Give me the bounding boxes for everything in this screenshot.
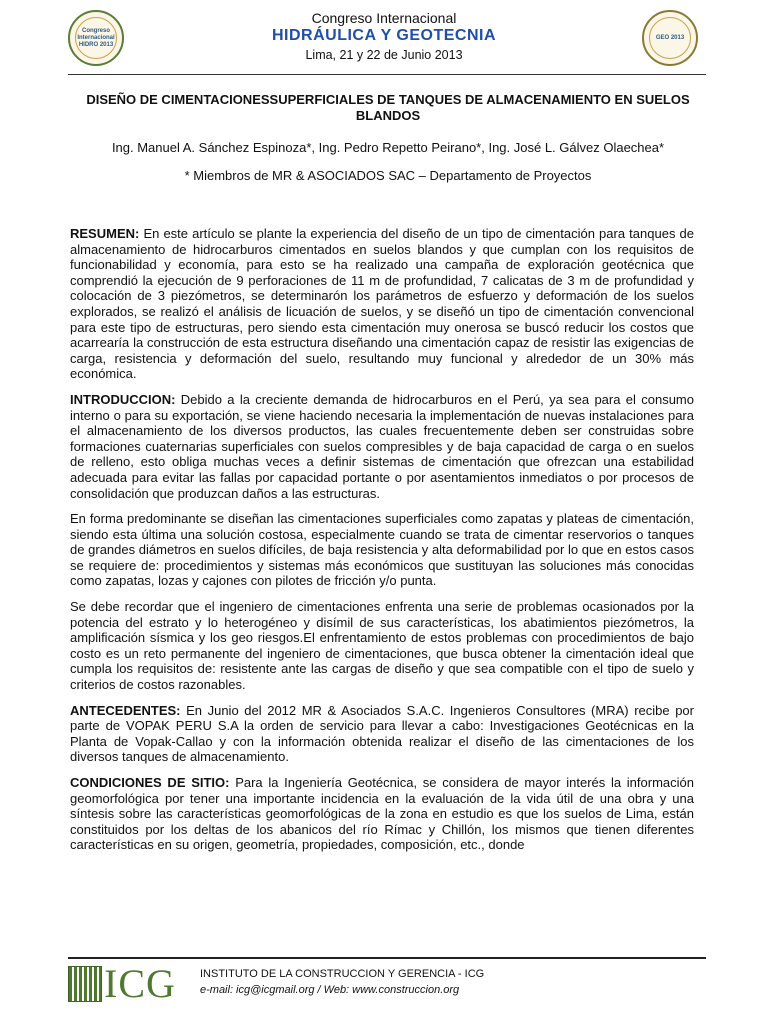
paper-affiliation: * Miembros de MR & ASOCIADOS SAC – Departamento de Proyectos [184,168,592,183]
section-text: En este artículo se plante la experiencia del diseño de un tipo de cimentación para tanques de almacenamiento de hidrocarburos cimentados en suelos blandos y que cumplan con los requisitos de funcionabilidad y economía, para esto se ha realizado una campaña de exploración geotécnica que comprendió la ejecución de 9 perforaciones de 11 m de profundidad, 7 calicatas de 3 m de profundidad y colocación de 3 piezómetros, se determinarón los parámetros de esfuerzo y deformación de los suelos explorados, se realizó el análisis de licuación de suelos, y se diseñó un tipo de cimentación convencional para este tipo de estructuras, pero siendo esta cimentación muy onerosa se buscó reducir los costos que acarrearía la construcción de esta estructura diseñando una cimentación capaz de resistir las exigencias de carga, resistencia y deformación del suelo, resultando muy funcional y alrededor de un 30% más económica. [70,226,694,382]
icg-logo-text: ICG [104,961,176,1006]
paper-authors: Ing. Manuel A. Sánchez Espinoza*, Ing. Pedro Repetto Peirano*, Ing. José L. Gálvez Olaechea* [111,140,665,155]
footer-contact: e-mail: icg@icgmail.org / Web: www.construccion.org [200,984,460,996]
section-heading: INTRODUCCION: [70,391,176,407]
hidro-logo-text: Congreso Internacional HIDRO 2013 [75,17,117,59]
section-heading: RESUMEN: [70,226,140,241]
footer-institute: INSTITUTO DE LA CONSTRUCCION Y GERENCIA - ICG [200,968,485,980]
header-divider [68,74,706,75]
section-antecedentes [70,703,694,765]
icg-logo-icon [68,966,102,1002]
section-introduccion [70,392,694,501]
section-text: En forma predominante se diseñan las cimentaciones superficiales como zapatas y plateas de cimentación, siendo esta última una solución costosa, especialmente cuando se trata de cimentar reservorios o tanques de grandes diámetros en suelos difíciles, de baja resistencia y alta deformabilidad por lo que en estos casos se requiere de: procedimientos y sistemas más económicos que sustituyan las soluciones más conocidas como zapatas, lozas y cajones con pilotes de fricción y/o punta. [70,511,694,589]
paper-title: DISEÑO DE CIMENTACIONESSUPERFICIALES DE TANQUES DE ALMACENAMIENTO EN SUELOS BLANDOS [86,92,690,123]
section-text: Para la Ingeniería Geotécnica, se considera de mayor interés la información geomorfológica por tener una importante incidencia en la evaluación de la vida útil de una obra y una síntesis sobre las características geomorfológicas de la zona en estudio es que los suelos de Lima, están constituidos por los deltas de los abanicos del río Rímac y Chillón, los mismos que tienen diferentes características en su origen, geometría, propiedades, composición, etc., donde [70,775,694,853]
paragraph [70,511,694,589]
section-condiciones [70,775,694,853]
page-header [0,0,768,72]
geo-logo [642,10,698,66]
geo-logo-text: GEO 2013 [649,17,691,59]
page-footer [0,962,768,1022]
paper-body [70,226,694,863]
event-title: HIDRÁULICA Y GEOTECNIA [271,27,497,44]
section-text: En Junio del 2012 MR & Asociados S.A.C. Ingenieros Consultores (MRA) recibe por parte de VOPAK PERU S.A la orden de servicio para llevar a cabo: Investigaciones Geotécnicas en la Planta de Vopak-Callao y con la información obtenida realizar el diseño de las cimentaciones de los diversos tanques de almacenamiento. [70,702,694,765]
section-heading: ANTECEDENTES: [70,702,181,718]
section-resumen [70,226,694,382]
section-text: Debido a la creciente demanda de hidrocarburos en el Perú, ya sea para el consumo interno o para su exportación, se viene haciendo necesaria la implementación de nuevas instalaciones para el almacenamiento de los diversos productos, las cuales frecuentemente deben ser construidas sobre formaciones cuaternarias superficiales con suelos compresibles y de baja capacidad de carga o en suelos de relleno, esto obliga muchas veces a definir sistemas de cimentación que ofrezcan una estabilidad adecuada para evitar las fallas por capacidad portante o por asentamientos inmediatos o por procesos de consolidación que produzcan daños a las estructuras. [70,391,694,501]
paragraph [70,599,694,693]
section-text: Se debe recordar que el ingeniero de cimentaciones enfrenta una serie de problemas ocasionados por la potencia del estrato y lo heterogéneo y disímil de sus características, los abatimientos piezómetros, la amplificación sísmica y los geo riesgos.El enfrentamiento de estos problemas con procedimientos de bajo costo es un reto permanente del ingeniero de cimentaciones, que busca obtener la cimentación ideal que cumpla los requisitos de: resistente ante las cargas de diseño y que sea compatible con el tipo de suelo y criterios de costos razonables. [70,599,694,693]
congress-label: Congreso Internacional [311,10,457,26]
footer-divider [68,957,706,959]
event-place-date: Lima, 21 y 22 de Junio 2013 [305,48,463,62]
section-heading: CONDICIONES DE SITIO: [70,775,230,790]
